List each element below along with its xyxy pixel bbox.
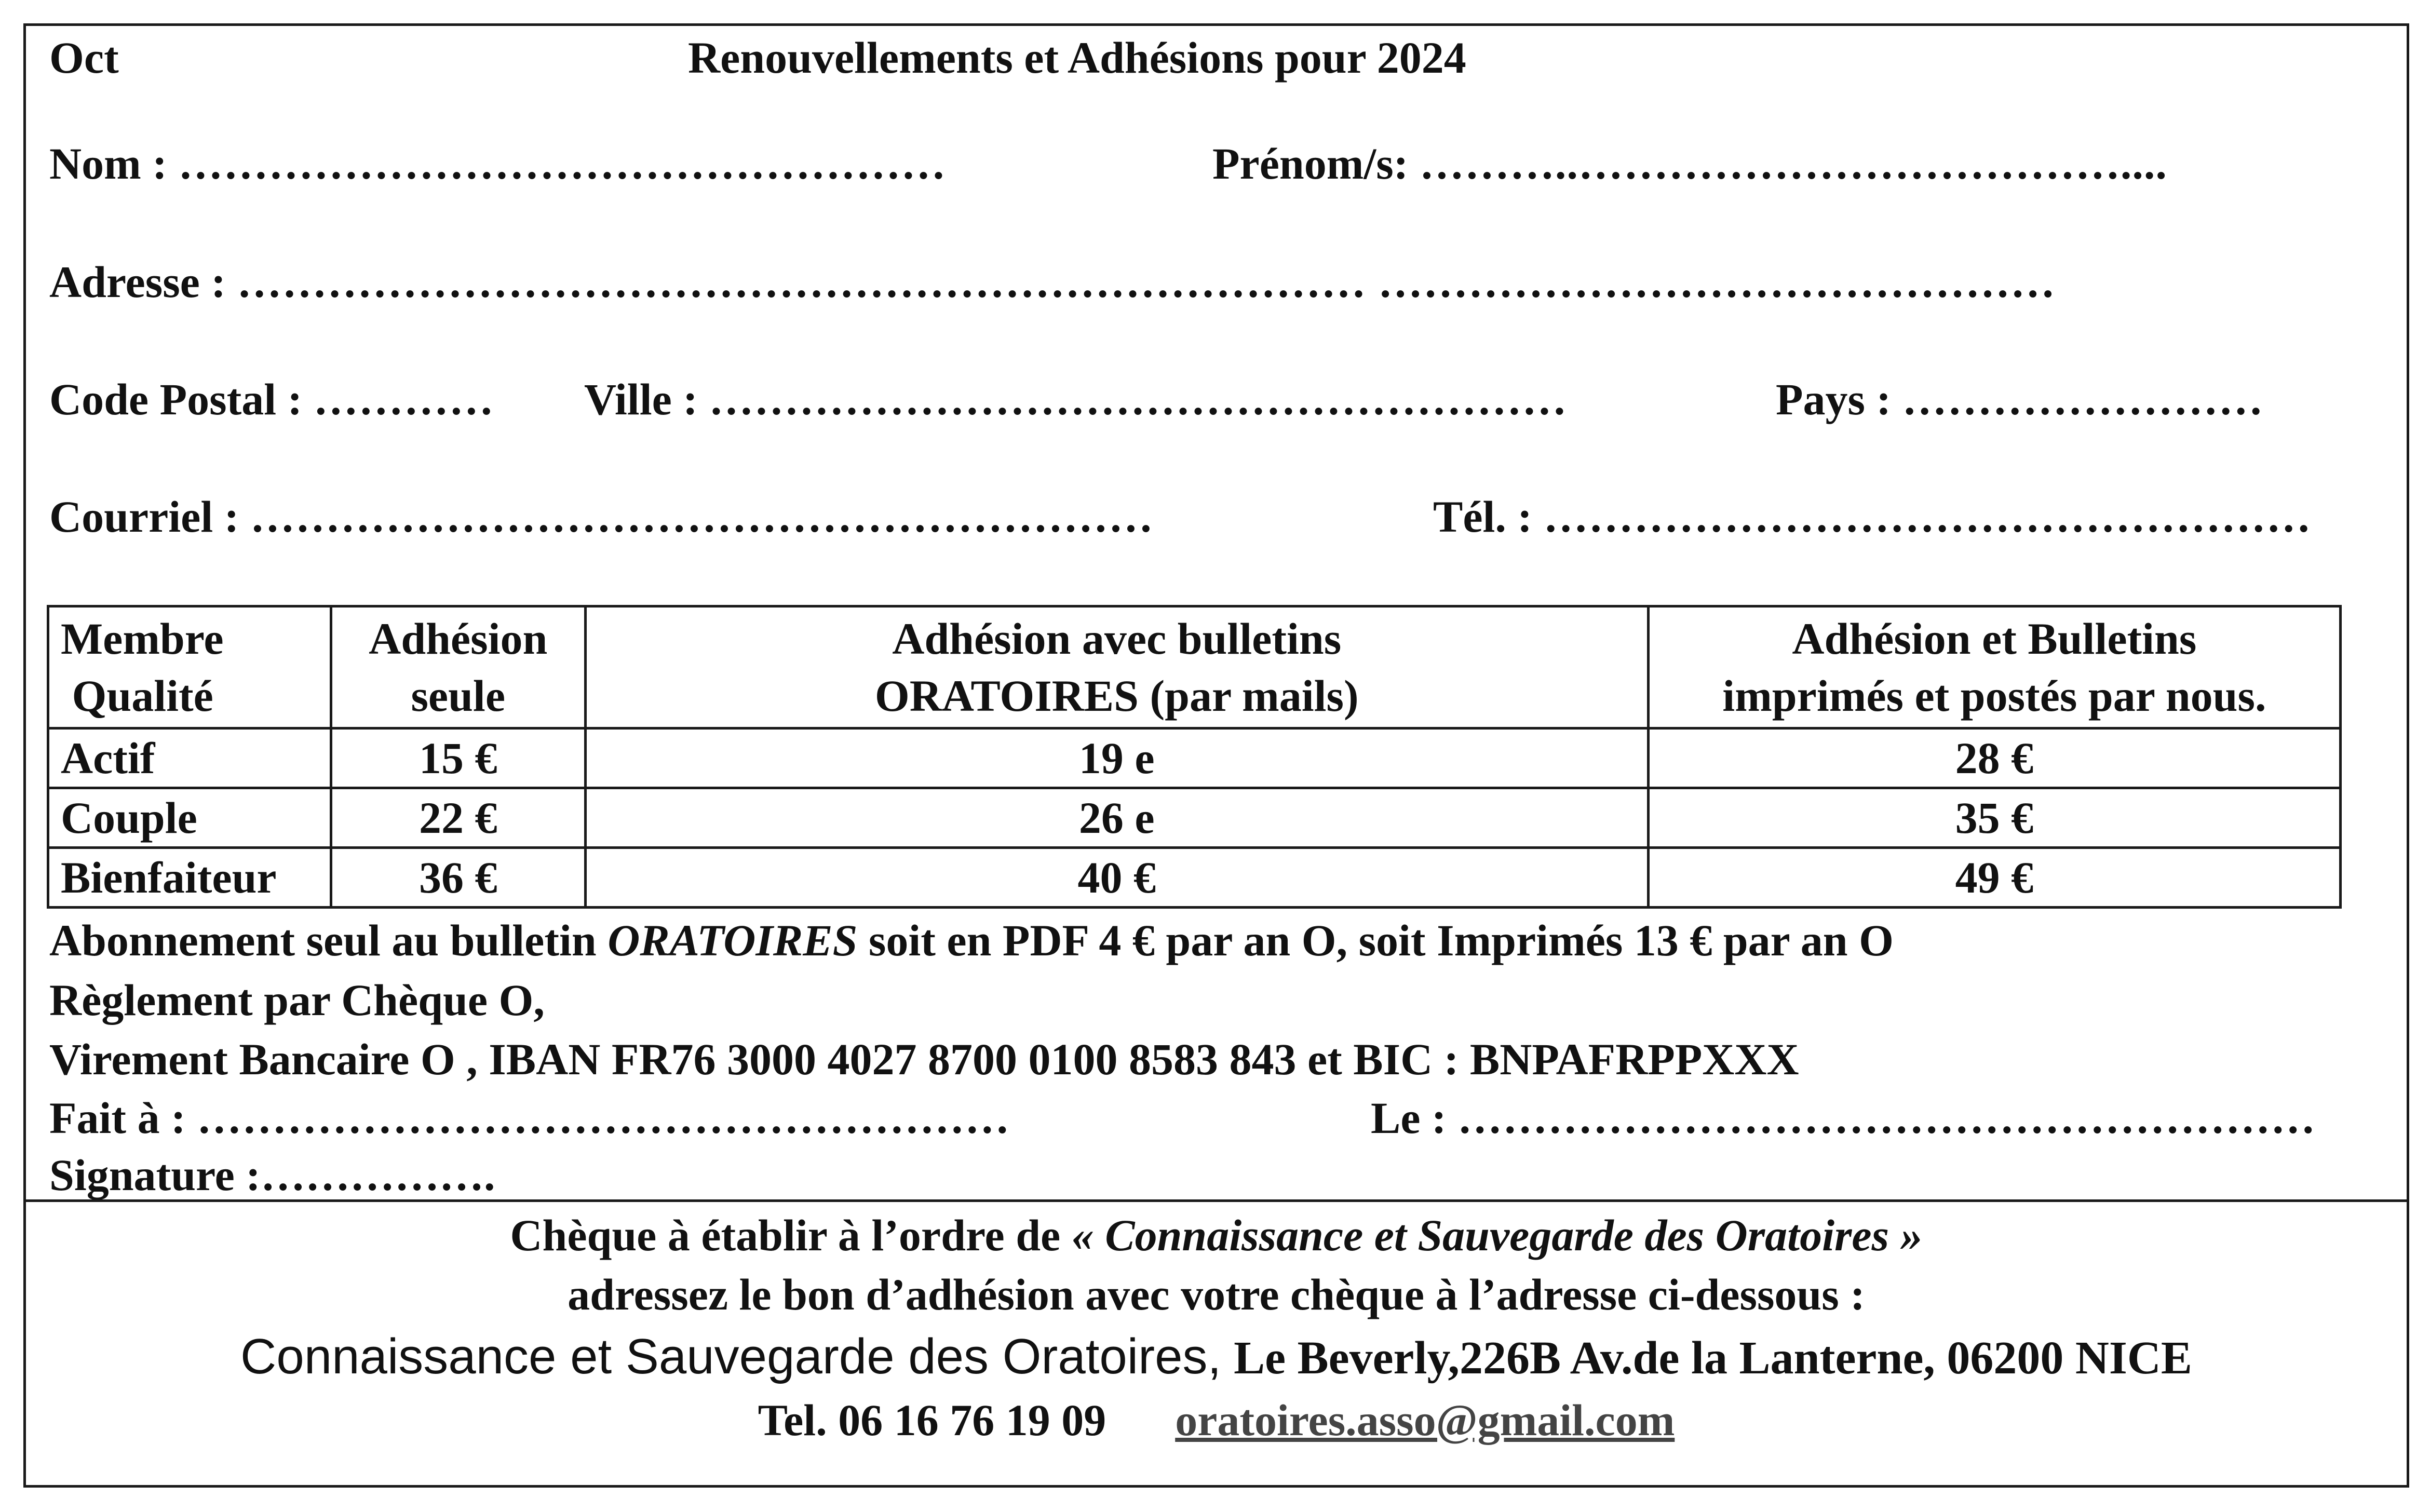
cell-adhesion-mails: 26 e bbox=[585, 788, 1648, 848]
cell-adhesion-seule: 15 € bbox=[331, 728, 585, 788]
nom-label: Nom : bbox=[49, 139, 167, 188]
ville-field[interactable] bbox=[584, 374, 1568, 424]
org-address: Le Beverly,226B Av.de la Lanterne, 06200 NICE bbox=[1234, 1332, 2192, 1384]
fait-a-dots[interactable]: ……………………………………………… bbox=[197, 1093, 1010, 1143]
adresse-field[interactable] bbox=[49, 257, 2056, 307]
code-postal-dots[interactable]: ………… bbox=[313, 374, 494, 424]
rates-table bbox=[47, 605, 2342, 909]
address-line bbox=[23, 1329, 2409, 1384]
contact-email-link[interactable]: oratoires.asso@gmail.com bbox=[1175, 1395, 1675, 1445]
cell-qualite: Couple bbox=[48, 788, 331, 848]
fait-a-label: Fait à : bbox=[49, 1093, 186, 1143]
courriel-label: Courriel : bbox=[49, 492, 239, 542]
table-row bbox=[48, 788, 2341, 848]
code-postal-label: Code Postal : bbox=[49, 374, 303, 424]
courriel-dots[interactable]: …………………………………………………… bbox=[250, 492, 1154, 542]
oratoires-italic: ORATOIRES bbox=[608, 915, 858, 965]
cell-qualite: Bienfaiteur bbox=[48, 848, 331, 908]
tel-label: Tél. : bbox=[1433, 492, 1533, 542]
cell-qualite: Actif bbox=[48, 728, 331, 788]
virement-line: Virement Bancaire O , IBAN FR76 3000 4027 8700 0100 8583 843 et BIC : BNPAFRPPXXX bbox=[49, 1034, 1799, 1084]
tel-field[interactable] bbox=[1433, 492, 2312, 542]
footer-divider bbox=[23, 1199, 2409, 1202]
pays-dots[interactable]: …………………… bbox=[1902, 374, 2264, 424]
header-membre: Membre Qualité bbox=[48, 606, 331, 728]
signature-line[interactable]: Signature :……………. bbox=[49, 1150, 495, 1200]
pays-label: Pays : bbox=[1776, 374, 1892, 424]
org-name: Connaissance et Sauvegarde des Oratoires, bbox=[240, 1329, 1222, 1384]
nom-field[interactable] bbox=[49, 141, 946, 186]
table-header-row bbox=[48, 606, 2341, 728]
cheque-line: Chèque à établir à l’ordre de « Connaissance et Sauvegarde des Oratoires » bbox=[510, 1210, 1923, 1260]
le-label: Le : bbox=[1371, 1093, 1447, 1143]
reglement-line: Règlement par Chèque O, bbox=[49, 975, 545, 1025]
table-row bbox=[48, 728, 2341, 788]
adresse-label: Adresse : bbox=[49, 257, 226, 307]
cell-adhesion-imprimes: 28 € bbox=[1648, 728, 2340, 788]
prenom-label: Prénom/s: bbox=[1212, 139, 1409, 188]
header-adhesion-seule: Adhésion seule bbox=[331, 606, 585, 728]
ville-label: Ville : bbox=[584, 374, 698, 424]
table-row bbox=[48, 848, 2341, 908]
cell-adhesion-imprimes: 35 € bbox=[1648, 788, 2340, 848]
le-dots[interactable]: ………………………………………………… bbox=[1457, 1093, 2316, 1143]
cell-adhesion-seule: 22 € bbox=[331, 788, 585, 848]
code-postal-field[interactable] bbox=[49, 374, 494, 424]
cell-adhesion-mails: 40 € bbox=[585, 848, 1648, 908]
adresse-dots[interactable]: ………………………………………………………………… ……………………………………… bbox=[237, 257, 2056, 307]
month-label: Oct bbox=[49, 33, 119, 83]
header-adhesion-imprimes: Adhésion et Bulletins imprimés et postés par nous. bbox=[1648, 606, 2340, 728]
fait-a-field[interactable] bbox=[49, 1093, 1010, 1143]
cell-adhesion-seule: 36 € bbox=[331, 848, 585, 908]
cheque-beneficiary: « Connaissance et Sauvegarde des Oratoires » bbox=[1071, 1210, 1923, 1260]
abonnement-line: Abonnement seul au bulletin ORATOIRES soit en PDF 4 € par an O, soit Imprimés 13 € par an O bbox=[49, 915, 1894, 965]
courriel-field[interactable] bbox=[49, 492, 1154, 542]
contact-tel: Tel. 06 16 76 19 09 bbox=[758, 1395, 1106, 1445]
ville-dots[interactable]: ………………………………………………… bbox=[709, 374, 1568, 424]
nom-dots[interactable]: …………………………………………… bbox=[178, 139, 947, 188]
le-field[interactable] bbox=[1371, 1093, 2316, 1143]
cell-adhesion-mails: 19 e bbox=[585, 728, 1648, 788]
prenom-field[interactable] bbox=[1212, 141, 2167, 186]
prenom-dots[interactable]: ………..……………………………….... bbox=[1419, 139, 2167, 188]
form-title: Renouvellements et Adhésions pour 2024 bbox=[688, 33, 1466, 83]
header-adhesion-mails: Adhésion avec bulletins ORATOIRES (par mails) bbox=[585, 606, 1648, 728]
pays-field[interactable] bbox=[1776, 374, 2264, 424]
adressez-line: adressez le bon d’adhésion avec votre chèque à l’adresse ci-dessous : bbox=[568, 1270, 1865, 1319]
cell-adhesion-imprimes: 49 € bbox=[1648, 848, 2340, 908]
contact-line bbox=[23, 1395, 2409, 1445]
tel-dots[interactable]: …………………………………………… bbox=[1543, 492, 2312, 542]
